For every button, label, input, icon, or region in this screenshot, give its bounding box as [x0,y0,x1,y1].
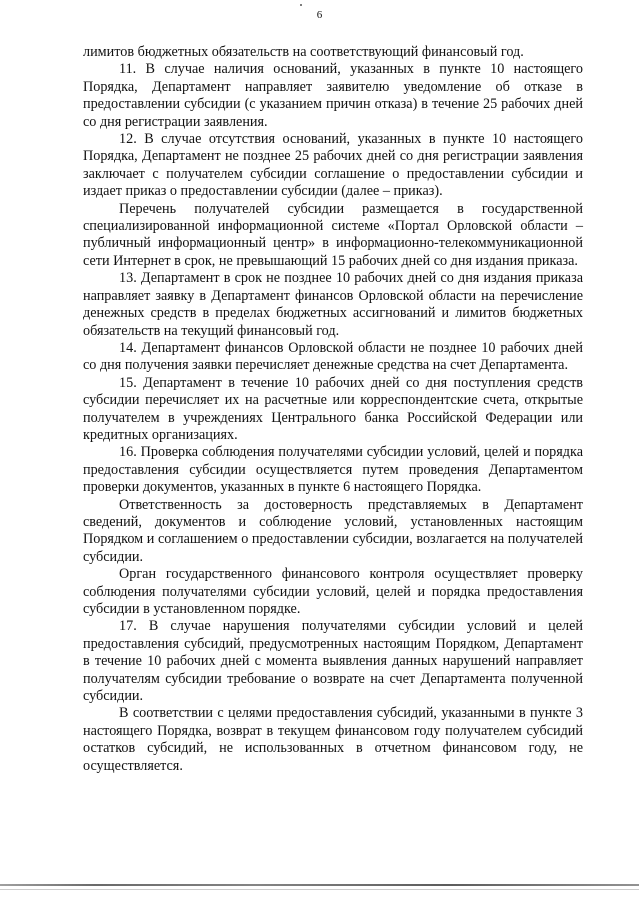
paragraph-item-16: 16. Проверка соблюдения получателями субсидии условий, целей и порядка предоставления субсидии осуществляется путем проведения Департаментом проверки документов, указанных в пункте 6 настоящего Порядка. [83,444,583,496]
paragraph-item-15: 15. Департамент в течение 10 рабочих дней со дня поступления средств субсидии перечисляет их на расчетные или корреспондентские счета, открытые получателем в учреждениях Центрального банка Российской Федерации или кредитных организациях. [83,374,583,443]
paragraph-continuation: лимитов бюджетных обязательств на соответствующий финансовый год. [83,44,524,60]
paragraph-refund-exception: В соответствии с целями предоставления субсидий, указанными в пункте 3 настоящего Порядка, возврат в текущем финансовом году получателем субсидий остатков субсидий, не использованных в отчетном финансовом году, не осуществляется. [83,705,583,774]
paragraph-item-11: 11. В случае наличия оснований, указанных в пункте 10 настоящего Порядка, Департамент направляет заявителю уведомление об отказе в предоставлении субсидии (с указанием причин отказа) в течение 25 рабочих дней со дня регистрации заявления. [83,61,583,130]
paragraph-recipients-list: Перечень получателей субсидии размещается в государственной специализированной информационной системе «Портал Орловской области – публичный информационный центр» в информационно-телекоммуникационной сети Интернет в срок, не превышающий 15 рабочих дней со дня издания приказа. [83,200,583,269]
paragraph-financial-control: Орган государственного финансового контроля осуществляет проверку соблюдения получателями субсидии условий, целей и порядка предоставления субсидии в установленном порядке. [83,566,583,617]
scan-speck [300,4,302,6]
paragraph-item-12: 12. В случае отсутствия оснований, указанных в пункте 10 настоящего Порядка, Департамент не позднее 25 рабочих дней со дня регистрации заявления заключает с получателем субсидии соглашение о предоставлении субсидии и издает приказ о предоставлении субсидии (далее – приказ). [83,131,583,200]
page-number: 6 [316,9,323,21]
paragraph-item-13: 13. Департамент в срок не позднее 10 рабочих дней со дня издания приказа направляет заявку в Департамент финансов Орловской области на перечисление денежных средств в пределах бюджетных ассигнований и лимитов бюджетных обязательств на текущий финансовый год. [83,270,583,339]
scan-bottom-rule [0,884,639,886]
scan-bottom-rule-secondary [0,889,639,890]
paragraph-item-14: 14. Департамент финансов Орловской области не позднее 10 рабочих дней со дня получения заявки перечисляет денежные средства на счет Департамента. [83,339,583,374]
paragraph-item-17: 17. В случае нарушения получателями субсидии условий и целей предоставления субсидий, предусмотренных настоящим Порядком, Департамент в течение 10 рабочих дней с момента выявления данных нарушений направляет получателям субсидии требование о возврате на счет Департамента полученной субсидии. [83,618,583,705]
paragraph-responsibility: Ответственность за достоверность представляемых в Департамент сведений, документов и соблюдение условий, установленных настоящим Порядком и соглашением о предоставлении субсидии, возлагается на получателей субсидии. [83,496,583,565]
document-body [83,44,583,775]
